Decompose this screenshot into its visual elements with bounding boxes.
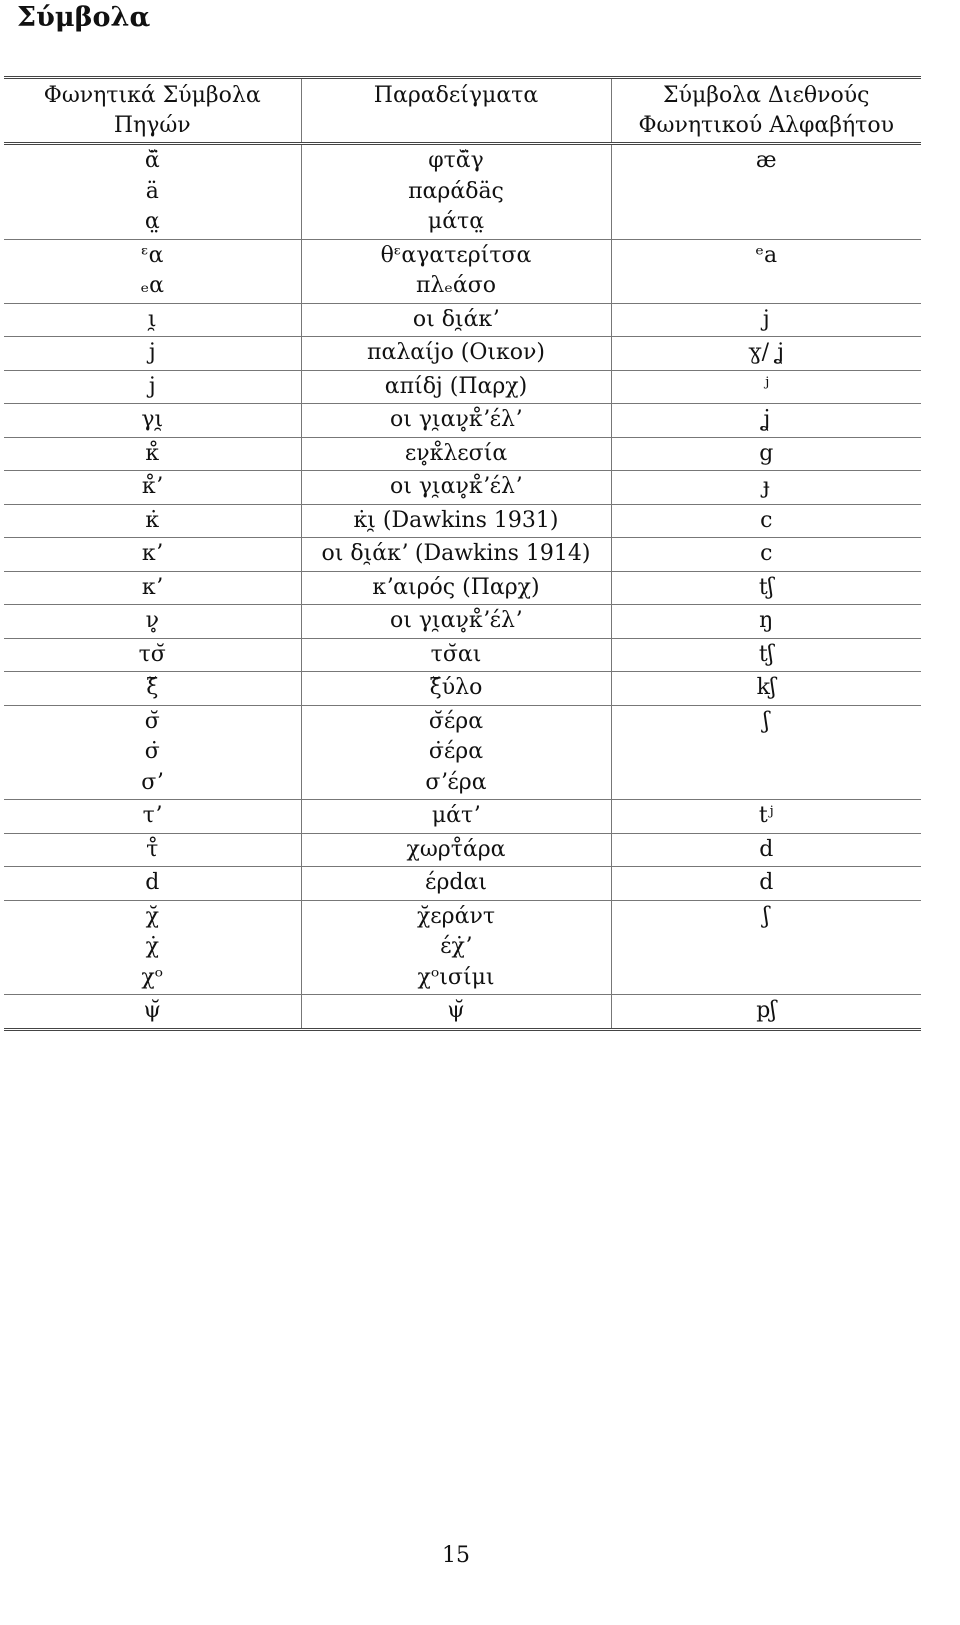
ipa-symbol-cell: [611, 800, 921, 834]
example: ψ̆: [447, 998, 465, 1023]
example-cell: [301, 471, 611, 505]
source-symbol-cell: [4, 867, 301, 901]
ipa-symbol: tʃ: [758, 641, 774, 667]
source-symbol-cell: [4, 303, 301, 337]
table-row: [4, 605, 921, 639]
example: χ̆εράντ: [416, 903, 496, 929]
symbols-table: [4, 79, 921, 1028]
source-symbol-cell: [4, 900, 301, 995]
source-symbol-cell: [4, 404, 301, 438]
example-cell: [301, 239, 611, 303]
source-symbol: d: [145, 870, 160, 895]
source-symbol-cell: [4, 571, 301, 605]
ipa-symbol: pʃ: [756, 998, 777, 1023]
header-examples: Παραδείγματα: [301, 79, 611, 144]
example-cell: [301, 504, 611, 538]
example-cell: [301, 638, 611, 672]
source-symbol-cell: [4, 705, 301, 800]
ipa-symbol-cell: [611, 504, 921, 538]
table-row: [4, 638, 921, 672]
source-symbol-cell: [4, 538, 301, 572]
ipa-symbol-cell: [611, 705, 921, 800]
ipa-symbol-cell: [611, 867, 921, 901]
ipa-symbol-cell: [611, 303, 921, 337]
source-symbol: κ̊: [145, 440, 160, 466]
ipa-symbol: j: [762, 306, 770, 332]
ipa-symbol-cell: [611, 144, 921, 240]
example-cell: [301, 605, 611, 639]
example-cell: [301, 144, 611, 240]
example-cell: [301, 705, 611, 800]
source-symbol: ξ̆: [146, 675, 159, 700]
ipa-symbol-cell: [611, 337, 921, 371]
source-symbol: γι̯: [141, 407, 164, 432]
example-cell: [301, 833, 611, 867]
ipa-symbol-cell: [611, 638, 921, 672]
table-body: [4, 144, 921, 1028]
header-ipa-symbols: Σύμβολα Διεθνούς Φωνητικού Αλφαβήτου: [611, 79, 921, 144]
example: έχ̇ʼ: [440, 934, 472, 959]
table-row: [4, 867, 921, 901]
example: οι γι̯αν̥κ̊ʼέλʼ: [390, 474, 522, 499]
table-row: [4, 437, 921, 471]
source-symbol-cell: [4, 605, 301, 639]
example: απίδj (Παρχ): [384, 373, 528, 399]
example-cell: [301, 867, 611, 901]
table-row: [4, 303, 921, 337]
example: ξ̆ύλο: [429, 675, 483, 700]
table-row: [4, 995, 921, 1028]
ipa-symbol-cell: [611, 571, 921, 605]
table-row: [4, 404, 921, 438]
ipa-symbol: tʃ: [758, 574, 774, 600]
source-symbol: τʼ: [142, 803, 162, 828]
table-row: [4, 900, 921, 995]
source-symbol: ψ̆: [143, 998, 161, 1023]
table-row: [4, 471, 921, 505]
source-symbol: ᵋα: [141, 242, 164, 268]
example: οι δι̯άκʼ (Dawkins 1914): [321, 541, 591, 566]
example-cell: [301, 672, 611, 706]
source-symbol: σʼ: [141, 769, 164, 795]
example-cell: [301, 303, 611, 337]
source-symbol: κʼ: [141, 541, 163, 566]
ipa-symbol-cell: [611, 538, 921, 572]
table-row: [4, 833, 921, 867]
ipa-symbol-cell: [611, 995, 921, 1028]
example: φτᾰ̈γ: [428, 148, 484, 173]
table-row: [4, 504, 921, 538]
example: σʼέρα: [425, 769, 487, 795]
ipa-symbol: ᵉa: [755, 242, 778, 268]
ipa-symbol-cell: [611, 437, 921, 471]
source-symbol: χ̆: [145, 903, 159, 929]
example-cell: [301, 538, 611, 572]
symbols-table-wrapper: [4, 76, 921, 1031]
source-symbol-cell: [4, 833, 301, 867]
header-source-symbols: Φωνητικά Σύμβολα Πηγών: [4, 79, 301, 144]
source-symbol-cell: [4, 800, 301, 834]
example: κʼαιρός (Παρχ): [372, 574, 540, 600]
table-row: [4, 800, 921, 834]
source-symbol-cell: [4, 504, 301, 538]
source-symbol-cell: [4, 471, 301, 505]
example-cell: [301, 404, 611, 438]
table-row: [4, 571, 921, 605]
table-row: [4, 239, 921, 303]
ipa-symbol: kʃ: [756, 675, 776, 700]
source-symbol-cell: [4, 672, 301, 706]
ipa-symbol: ʝ̇: [762, 407, 771, 432]
source-symbol: ᾰ̈: [144, 148, 160, 173]
table-row: [4, 337, 921, 371]
example-cell: [301, 437, 611, 471]
example: μάτα̤: [427, 209, 485, 234]
source-symbol-cell: [4, 144, 301, 240]
example-cell: [301, 370, 611, 404]
example: τσ̆αι: [430, 641, 482, 667]
table-header-row: [4, 79, 921, 144]
ipa-symbol: ʲ: [763, 373, 770, 399]
example: οι γι̯αν̥κ̊ʼέλʼ: [390, 608, 522, 633]
source-symbol: κ̇: [145, 507, 160, 533]
example: σ̆έρα: [428, 708, 484, 734]
source-symbol: σ̆: [144, 708, 160, 734]
source-symbol: σ̇: [144, 739, 160, 764]
source-symbol: χᵒ: [141, 964, 164, 990]
example: μάτʼ: [431, 803, 481, 828]
ipa-symbol: tʲ: [758, 803, 774, 828]
ipa-symbol-cell: [611, 605, 921, 639]
ipa-symbol: c: [760, 541, 773, 566]
example: σ̇έρα: [428, 739, 484, 764]
source-symbol: ä: [145, 178, 159, 204]
source-symbol: χ̇: [145, 934, 159, 959]
ipa-symbol: g: [759, 440, 774, 466]
page-number: 15: [442, 1543, 470, 1568]
ipa-symbol: ŋ: [759, 608, 774, 633]
source-symbol: κʼ: [141, 574, 163, 600]
ipa-symbol-cell: [611, 471, 921, 505]
table-row: [4, 705, 921, 800]
example-cell: [301, 571, 611, 605]
ipa-symbol-cell: [611, 900, 921, 995]
ipa-symbol: d: [759, 870, 774, 895]
source-symbol: j: [148, 373, 156, 399]
example: παράδäς: [408, 178, 504, 204]
source-symbol-cell: [4, 437, 301, 471]
example-cell: [301, 800, 611, 834]
example: πλₑάσο: [415, 273, 497, 298]
example: οι γι̯αν̥κ̊ʼέλʼ: [390, 407, 522, 432]
example: οι δι̯άκʼ: [412, 306, 500, 332]
source-symbol-cell: [4, 638, 301, 672]
ipa-symbol-cell: [611, 833, 921, 867]
ipa-symbol-cell: [611, 672, 921, 706]
example: εν̥κ̊λεσία: [404, 440, 508, 466]
table-row: [4, 370, 921, 404]
source-symbol: α̤: [144, 209, 160, 234]
example: θᵋαγατερίτσα: [380, 242, 532, 268]
source-symbol-cell: [4, 239, 301, 303]
page-title: Σύμβολα: [17, 2, 151, 33]
ipa-symbol: ɟ: [762, 474, 770, 499]
source-symbol: τ̊: [146, 836, 159, 862]
source-symbol-cell: [4, 995, 301, 1028]
source-symbol: ι̯: [147, 306, 157, 332]
table-row: [4, 144, 921, 240]
ipa-symbol: ʃ: [763, 708, 770, 734]
ipa-symbol-cell: [611, 404, 921, 438]
example-cell: [301, 995, 611, 1028]
source-symbol-cell: [4, 337, 301, 371]
example-cell: [301, 900, 611, 995]
ipa-symbol-cell: [611, 370, 921, 404]
ipa-symbol-cell: [611, 239, 921, 303]
table-row: [4, 538, 921, 572]
source-symbol: τσ̆: [138, 641, 166, 667]
source-symbol: ₑα: [140, 273, 164, 298]
source-symbol-cell: [4, 370, 301, 404]
example: έρdαι: [425, 870, 487, 895]
ipa-symbol: ɣ/ ʝ: [748, 340, 785, 365]
source-symbol: ν̥: [145, 608, 159, 633]
example: κ̇ι̯ (Dawkins 1931): [353, 507, 559, 533]
example-cell: [301, 337, 611, 371]
ipa-symbol: c: [760, 507, 773, 533]
ipa-symbol: ʃ: [763, 903, 770, 929]
example: χωρτ̊άρα: [406, 836, 506, 862]
ipa-symbol: æ: [755, 148, 777, 173]
example: χᵒισίμι: [417, 964, 495, 990]
source-symbol: j: [148, 340, 156, 365]
example: παλαίjo (Οικον): [367, 340, 545, 365]
table-row: [4, 672, 921, 706]
ipa-symbol: d: [759, 836, 774, 862]
source-symbol: κ̊ʼ: [141, 474, 163, 499]
